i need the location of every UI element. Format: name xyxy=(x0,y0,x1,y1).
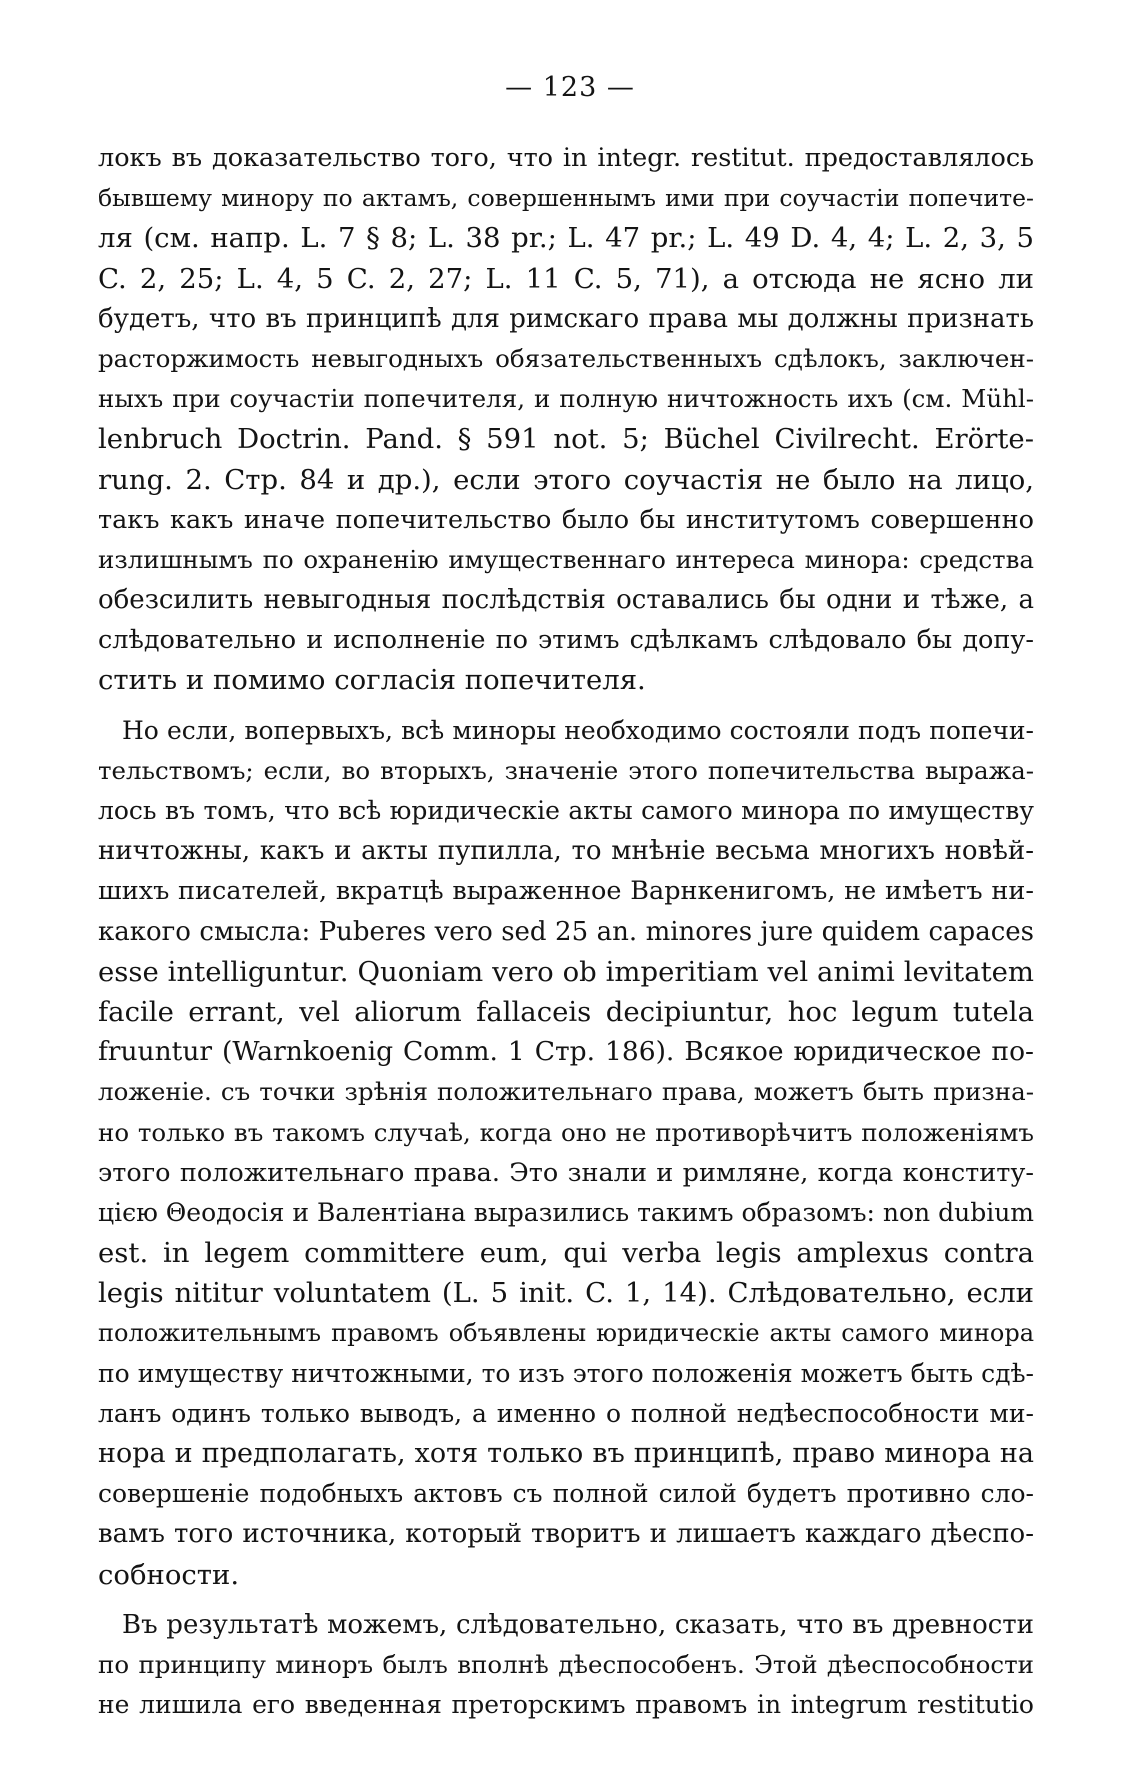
text-line: будетъ, что въ принципѣ для римскаго права мы должны признать xyxy=(98,303,1034,334)
text-line: fruuntur (Warnkoenig Comm. 1 Стр. 186). Всякое юридическое по- xyxy=(98,1036,1034,1068)
text-line: такъ какъ иначе попечительство было бы институтомъ совершенно xyxy=(98,504,1034,535)
text-line: стить и помимо согласія попечителя. xyxy=(98,664,646,697)
text-line: facile errant, vel aliorum fallaceis decipiuntur, hoc legum tutela xyxy=(98,995,1034,1028)
text-line: этого положительнаго права. Это знали и римляне, когда конститу- xyxy=(98,1157,1034,1188)
paragraph-spacer xyxy=(98,701,1034,711)
text-line: ныхъ при соучастіи попечителя, и полную ничтожность ихъ (см. Mühl- xyxy=(98,384,1034,414)
text-line: Въ результатѣ можемъ, слѣдовательно, сказать, что въ древности xyxy=(122,1609,1034,1640)
paragraph-3 xyxy=(98,1605,1034,1726)
text-line: C. 2, 25; L. 4, 5 C. 2, 27; L. 11 C. 5, 71), а отсюда не ясно ли xyxy=(98,262,1034,295)
text-line: слѣдовательно и исполненіе по этимъ сдѣлкамъ слѣдовало бы допу- xyxy=(98,625,1034,656)
text-line: ничтожны, какъ и акты пупилла, то мнѣніе весьма многихъ новѣй- xyxy=(98,836,1034,867)
text-line: совершеніе подобныхъ актовъ съ полной силой будетъ противно сло- xyxy=(98,1479,1034,1509)
text-line: по принципу миноръ былъ вполнѣ дѣеспособенъ. Этой дѣеспособности xyxy=(98,1649,1034,1679)
text-line: цією Θеодосія и Валентіана выразились такимъ образомъ: non dubium xyxy=(98,1197,1034,1227)
paragraph-2 xyxy=(98,711,1034,1595)
text-line: собности. xyxy=(98,1558,240,1591)
text-line: по имуществу ничтожными, то изъ этого положенія можетъ быть сдѣ- xyxy=(98,1358,1034,1388)
text-line: шихъ писателей, вкратцѣ выраженное Варнкенигомъ, не имѣетъ ни- xyxy=(98,876,1034,907)
paragraph-1 xyxy=(98,138,1034,701)
text-line: локъ въ доказательство того, что in integr. restitut. предоставлялось xyxy=(98,143,1034,173)
text-line: Но если, вопервыхъ, всѣ миноры необходимо состояли подъ попечи- xyxy=(122,715,1034,745)
text-line: тельствомъ; если, во вторыхъ, значеніе этого попечительства выража- xyxy=(98,755,1034,785)
text-line: не лишила его введенная преторскимъ правомъ in integrum restitutio xyxy=(98,1690,1034,1720)
paragraph-spacer xyxy=(98,1595,1034,1605)
text-line: вамъ того источника, который творитъ и лишаетъ каждаго дѣеспо- xyxy=(98,1519,1034,1550)
text-line: ля (см. напр. L. 7 § 8; L. 38 pr.; L. 47 pr.; L. 49 D. 4, 4; L. 2, 3, 5 xyxy=(98,222,1034,255)
text-line: lenbruch Doctrin. Pand. § 591 not. 5; Büchel Civilrecht. Erörte- xyxy=(98,423,1034,456)
text-line: но только въ такомъ случаѣ, когда оно не противорѣчитъ положеніямъ xyxy=(98,1117,1034,1147)
text-line: esse intelliguntur. Quoniam vero ob imperitiam vel animi levitatem xyxy=(98,955,1034,988)
body-text xyxy=(98,138,1034,1725)
text-line: лось въ томъ, что всѣ юридическіе акты самого минора по имуществу xyxy=(98,796,1034,825)
text-line: rung. 2. Стр. 84 и др.), если этого соучастія не было на лицо, xyxy=(98,463,1034,496)
text-line: legis nititur voluntatem (L. 5 init. C. 1, 14). Слѣдовательно, если xyxy=(98,1277,1034,1310)
text-line: обезсилить невыгодныя послѣдствія оставались бы одни и тѣже, а xyxy=(98,585,1034,616)
text-line: бывшему минору по актамъ, совершеннымъ ими при соучастіи попечите- xyxy=(98,184,1034,213)
text-line: положительнымъ правомъ объявлены юридическіе акты самого минора xyxy=(98,1319,1034,1348)
text-line: расторжимость невыгодныхъ обязательственныхъ сдѣлокъ, заключен- xyxy=(98,343,1034,373)
text-line: излишнымъ по охраненію имущественнаго интереса минора: средства xyxy=(98,544,1034,574)
text-line: ложеніе. съ точки зрѣнія положительнаго права, можетъ быть призна- xyxy=(98,1077,1034,1107)
text-line: est. in legem committere eum, qui verba legis amplexus contra xyxy=(98,1237,1034,1270)
page-number: — 123 — xyxy=(505,72,635,103)
text-line: нора и предполагать, хотя только въ принципѣ, право минора на xyxy=(98,1438,1034,1469)
text-line: ланъ одинъ только выводъ, а именно о полной недѣеспособности ми- xyxy=(98,1398,1034,1428)
text-line: какого смысла: Puberes vero sed 25 an. minores jure quidem capaces xyxy=(98,916,1034,947)
